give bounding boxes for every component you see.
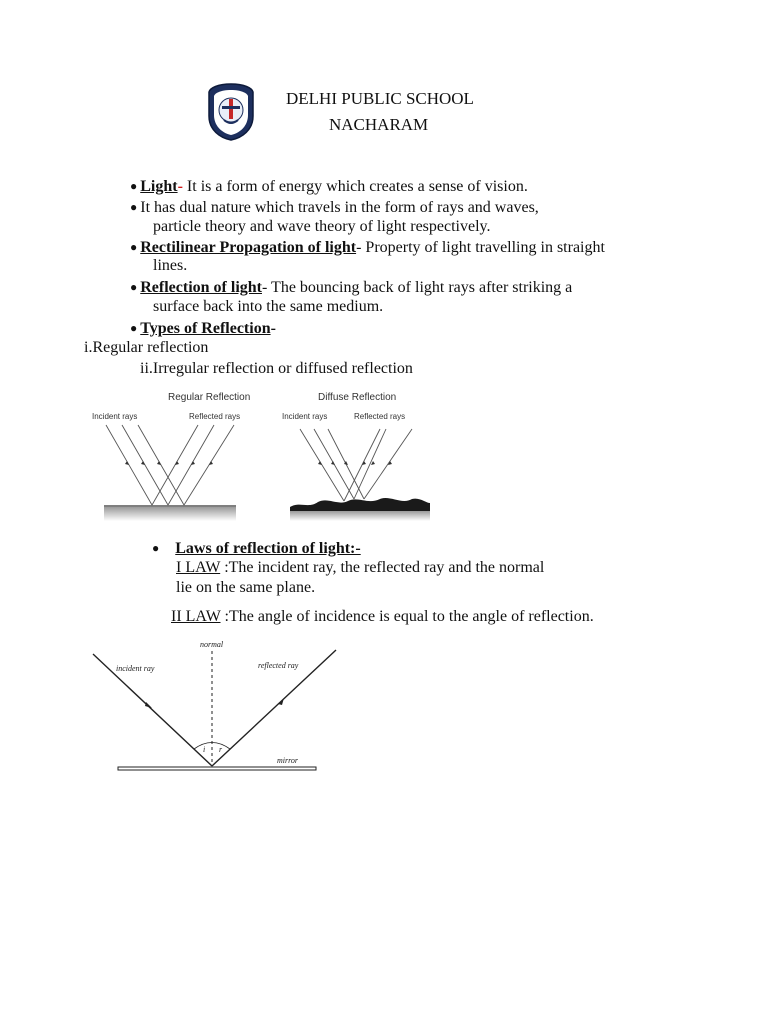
bullet-dual-nature: ● It has dual nature which travels in the form of rays and waves, [130,199,539,216]
incident-ray-label: incident ray [116,664,155,673]
reflected-ray-label: reflected ray [258,661,299,670]
bullet-reflection: ● Reflection of light- The bouncing back of light rays after striking a [130,279,573,296]
bullet-rectilinear: ● Rectilinear Propagation of light- Property of light travelling in straight [130,239,605,256]
bullet-rectilinear-cont: lines. [153,257,188,274]
angle-i-label: i [203,745,206,754]
diffuse-title: Diffuse Reflection [318,392,397,403]
type-irregular: ii.Irregular reflection or diffused reflection [140,360,413,377]
law-1-cont: lie on the same plane. [176,579,316,596]
school-name: DELHI PUBLIC SCHOOL [286,89,474,108]
term-reflection: Reflection of light [140,279,262,296]
bullet-reflection-cont: surface back into the same medium. [153,298,384,315]
type-regular: i.Regular reflection [84,339,209,356]
regular-title: Regular Reflection [168,392,251,403]
laws-heading: Laws of reflection of light:- [175,540,361,557]
law-2: II LAW :The angle of incidence is equal to the angle of reflection. [171,608,594,625]
law-2-label: II LAW [171,608,221,625]
law-1: I LAW :The incident ray, the reflected ray and the normal [176,559,545,576]
term-rectilinear: Rectilinear Propagation of light [140,239,357,256]
bullet-dual-nature-cont: particle theory and wave theory of light respectively. [153,218,491,235]
school-branch: NACHARAM [329,115,429,134]
mirror-label: mirror [277,756,299,765]
term-light: Light [140,178,178,195]
angle-r-label: r [219,745,223,754]
diffuse-reflected-label: Reflected rays [354,412,406,421]
reflection-types-figure [86,385,446,525]
law-1-label: I LAW [176,559,221,576]
regular-reflected-label: Reflected rays [189,412,241,421]
term-types: Types of Reflection [140,320,271,337]
bullet-types: ● Types of Reflection- [130,320,276,337]
diffuse-incident-label: Incident rays [282,412,328,421]
normal-label: normal [200,640,224,649]
laws-heading-row: ● Laws of reflection of light:- [152,540,361,557]
law-of-reflection-figure [90,636,340,778]
bullet-light: ● Light- It is a form of energy which creates a sense of vision. [130,178,528,195]
school-logo-icon [206,82,256,142]
regular-incident-label: Incident rays [92,412,138,421]
